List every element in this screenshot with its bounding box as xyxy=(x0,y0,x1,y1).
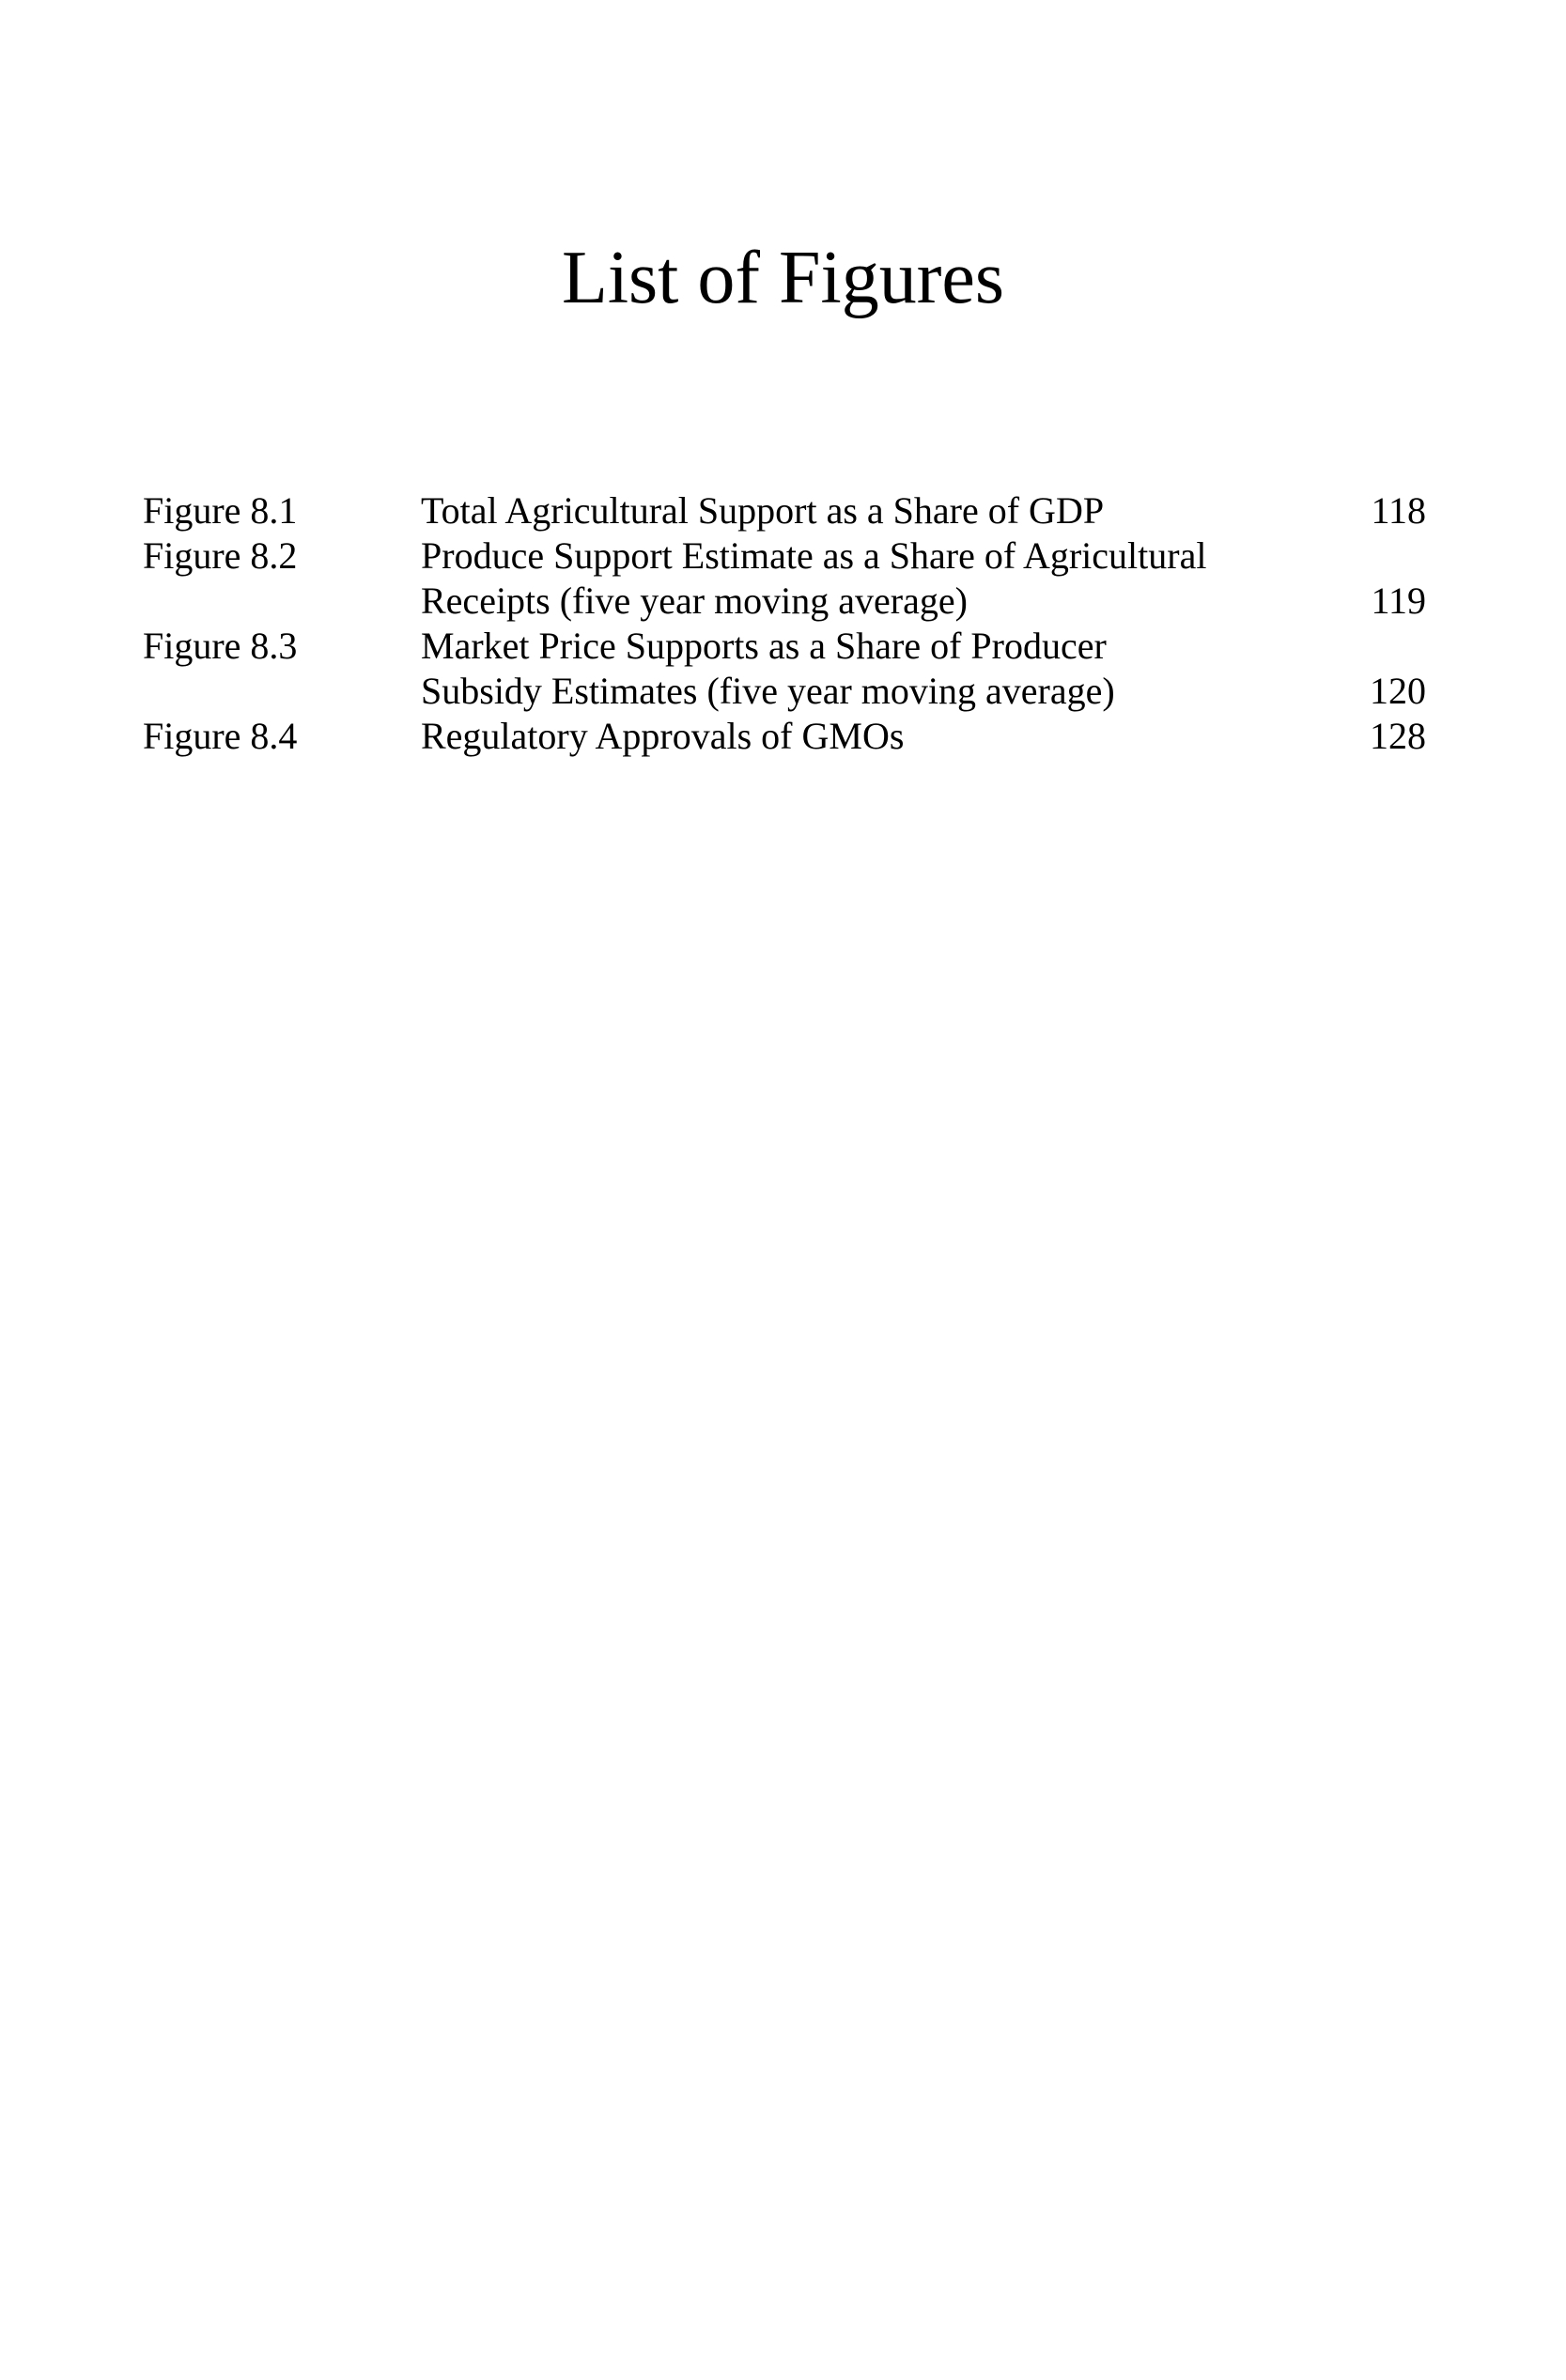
figure-entry xyxy=(143,533,1426,624)
figure-label: Figure 8.1 xyxy=(143,489,298,532)
figure-title-line: Produce Support Estimate as a Share of Agricultural xyxy=(421,534,1207,577)
figure-page-number: 119 xyxy=(1371,580,1426,622)
figure-entry xyxy=(143,488,1426,533)
figure-label: Figure 8.2 xyxy=(143,534,298,577)
figure-entry xyxy=(143,624,1426,714)
figure-list xyxy=(143,488,1426,759)
figure-label: Figure 8.3 xyxy=(143,625,298,667)
figure-page-number: 128 xyxy=(1370,715,1426,757)
figure-title-line: Market Price Supports as a Share of Producer xyxy=(421,625,1107,667)
figure-title-line: Total Agricultural Support as a Share of GDP xyxy=(421,489,1105,532)
figure-page-number: 118 xyxy=(1371,489,1426,532)
figure-entry xyxy=(143,714,1426,759)
figure-title xyxy=(421,714,1360,759)
figure-title-line: Receipts (five year moving average) xyxy=(421,580,968,622)
figure-title xyxy=(421,533,1360,624)
figure-title xyxy=(421,624,1360,714)
figure-title-line: Regulatory Approvals of GMOs xyxy=(421,715,905,757)
figure-title xyxy=(421,488,1360,533)
figure-label: Figure 8.4 xyxy=(143,715,298,757)
page-title: List of Figures xyxy=(561,237,1005,319)
figure-page-number: 120 xyxy=(1370,670,1426,712)
figure-title-line: Subsidy Estimates (five year moving average) xyxy=(421,670,1115,712)
